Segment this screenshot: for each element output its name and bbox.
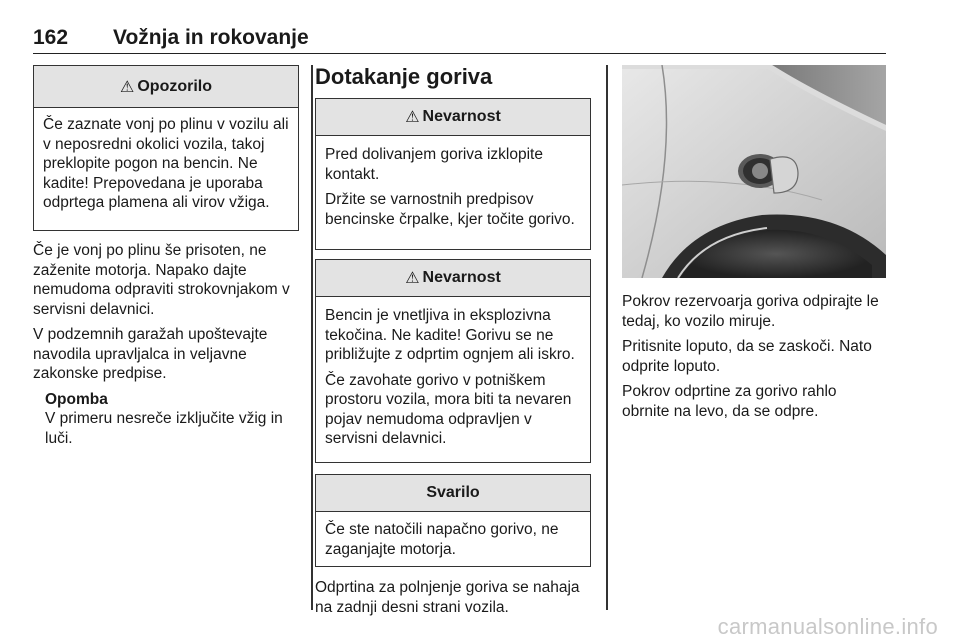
paragraph: Pokrov odprtine za gorivo rahlo obrnite na levo, da se odpre. bbox=[622, 383, 837, 420]
paragraph: Odprtina za polnjenje goriva se nahaja na zadnji desni strani vozila. bbox=[315, 579, 580, 616]
danger-paragraph: Držite se varnostnih predpisov bencinske črpalke, kjer točite gorivo. bbox=[325, 191, 575, 228]
column-divider-right bbox=[606, 65, 608, 610]
note bbox=[45, 390, 299, 449]
danger-paragraph: Bencin je vnetljiva in eksplozivna tekočina. Ne kadite! Gorivu se ne približujte z odprtim ognjem ali iskro. bbox=[325, 307, 575, 363]
watermark: carmanualsonline.info bbox=[717, 614, 938, 639]
warning-triangle-icon: ⚠ bbox=[405, 109, 420, 126]
paragraph: Pritisnite loputo, da se zaskoči. Nato odprite loputo. bbox=[622, 338, 872, 375]
right-body-text bbox=[622, 292, 886, 421]
page-title: Vožnja in rokovanje bbox=[113, 26, 309, 49]
danger-paragraph: Pred dolivanjem goriva izklopite kontakt. bbox=[325, 146, 543, 183]
warning-box-paragraph: Če zaznate vonj po plinu v vozilu ali v neposredni okolici vozila, takoj preklopite pogon na bencin. Ne kadite! Prepovedana je uporaba odprtega plamena ali virov vžiga. bbox=[43, 116, 289, 211]
page-number: 162 bbox=[33, 26, 69, 49]
danger-paragraph: Če zavohate gorivo v potniškem prostoru vozila, mora biti ta nevaren pojav nemudoma odpravljen v servisni delavnici. bbox=[325, 371, 572, 447]
fuel-filler-photo bbox=[622, 65, 886, 278]
caution-box-header bbox=[316, 475, 590, 512]
left-body-text bbox=[33, 241, 299, 448]
warning-box-header bbox=[34, 66, 298, 108]
paragraph: V podzemnih garažah upoštevajte navodila upravljalca in veljavne zakonske predpise. bbox=[33, 326, 268, 382]
left-column bbox=[33, 65, 299, 448]
danger-box-2 bbox=[315, 259, 591, 463]
caution-box-text bbox=[316, 512, 590, 571]
column-divider-left bbox=[311, 65, 313, 610]
danger-box-2-header bbox=[316, 260, 590, 297]
fuel-filler-illustration bbox=[622, 65, 886, 278]
caution-box-title: Svarilo bbox=[426, 484, 480, 501]
middle-column bbox=[315, 65, 591, 617]
paragraph: Če je vonj po plinu še prisoten, ne zaženite motorja. Napako dajte nemudoma odpraviti strokovnjakom v servisni delavnici. bbox=[33, 242, 290, 318]
danger-box-2-text bbox=[316, 297, 590, 461]
danger-box-1-text bbox=[316, 136, 590, 241]
danger-box-1 bbox=[315, 98, 591, 250]
right-column bbox=[622, 65, 886, 421]
caution-paragraph: Če ste natočili napačno gorivo, ne zaganjajte motorja. bbox=[325, 521, 559, 558]
warning-triangle-icon: ⚠ bbox=[120, 78, 135, 96]
warning-box bbox=[33, 65, 299, 231]
warning-box-title: Opozorilo bbox=[137, 77, 212, 95]
warning-triangle-icon: ⚠ bbox=[405, 270, 420, 287]
note-text: V primeru nesreče izključite vžig in luči. bbox=[45, 410, 283, 447]
danger-box-1-header bbox=[316, 99, 590, 136]
danger-box-2-title: Nevarnost bbox=[422, 269, 501, 286]
section-title: Dotakanje goriva bbox=[315, 64, 493, 89]
caution-box bbox=[315, 474, 591, 567]
note-label: Opomba bbox=[45, 390, 108, 408]
warning-box-text bbox=[34, 108, 298, 225]
middle-body-text bbox=[315, 578, 591, 617]
danger-box-1-title: Nevarnost bbox=[422, 108, 501, 125]
page-header bbox=[33, 26, 886, 54]
paragraph: Pokrov rezervoarja goriva odpirajte le tedaj, ko vozilo miruje. bbox=[622, 293, 879, 330]
